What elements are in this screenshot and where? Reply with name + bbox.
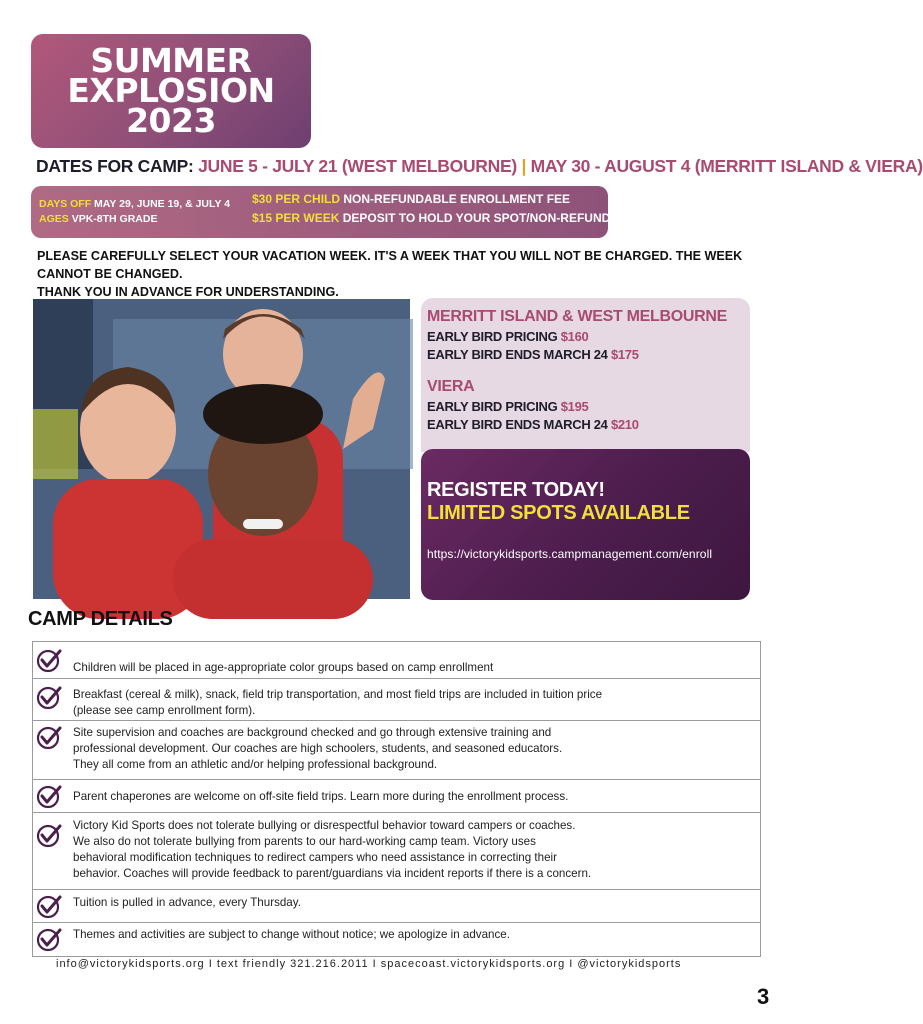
pricing-group1-heading: MERRITT ISLAND & WEST MELBOURNE bbox=[427, 308, 728, 325]
detail-line: behavior. Coaches will provide feedback to parent/guardians via incident reports if there is a concern. bbox=[73, 867, 592, 880]
detail-row bbox=[33, 642, 760, 679]
detail-text bbox=[73, 789, 713, 805]
pricing-panel bbox=[421, 298, 750, 452]
group1-early-bird bbox=[427, 328, 744, 346]
camp-dates bbox=[36, 156, 923, 177]
detail-text bbox=[73, 687, 713, 719]
campers-illustration bbox=[33, 299, 410, 599]
enroll-link[interactable]: https://victorykidsports.campmanagement.com/enroll bbox=[427, 547, 713, 561]
dates-label: DATES FOR CAMP: bbox=[36, 156, 194, 176]
days-off bbox=[39, 198, 230, 210]
group1-ends-value: $175 bbox=[610, 347, 639, 362]
checkmark-icon bbox=[36, 648, 62, 674]
fee2-text: DEPOSIT TO HOLD YOUR SPOT/NON-REFUNDABLE bbox=[342, 211, 643, 225]
ages bbox=[39, 213, 157, 225]
fee1-text: NON-REFUNDABLE ENROLLMENT FEE bbox=[343, 192, 571, 206]
group2-early-label: EARLY BIRD PRICING bbox=[427, 399, 558, 414]
detail-line: Parent chaperones are welcome on off-site field trips. Learn more during the enrollment process. bbox=[73, 790, 569, 803]
group2-ends bbox=[427, 416, 744, 434]
detail-line: We also do not tolerate bullying from parents to our hard-working camp team. Victory uses bbox=[73, 835, 536, 848]
notice-line-2: THANK YOU IN ADVANCE FOR UNDERSTANDING. bbox=[37, 285, 339, 299]
title-line-2: EXPLOSION bbox=[67, 71, 275, 110]
detail-line: Tuition is pulled in advance, every Thursday. bbox=[73, 896, 301, 909]
detail-line: (please see camp enrollment form). bbox=[73, 704, 256, 717]
detail-row bbox=[33, 890, 760, 923]
fee2-amount: $15 PER WEEK bbox=[252, 211, 340, 225]
ages-label: AGES bbox=[39, 213, 69, 225]
detail-text bbox=[73, 818, 713, 882]
enrollment-fee bbox=[252, 192, 570, 206]
checkmark-icon bbox=[36, 685, 62, 711]
detail-line: Victory Kid Sports does not tolerate bullying or disrespectful behavior toward campers or coaches. bbox=[73, 819, 576, 832]
vacation-week-notice bbox=[37, 247, 757, 301]
detail-row bbox=[33, 923, 760, 957]
detail-line: behavioral modification techniques to redirect campers who need assistance in correcting their bbox=[73, 851, 557, 864]
group1-early-label: EARLY BIRD PRICING bbox=[427, 329, 558, 344]
register-heading: REGISTER TODAY! bbox=[427, 479, 605, 501]
camp-details-heading: CAMP DETAILS bbox=[28, 608, 173, 630]
checkmark-icon bbox=[36, 894, 62, 920]
fee1-amount: $30 PER CHILD bbox=[252, 192, 341, 206]
weekly-deposit bbox=[252, 211, 643, 225]
days-off-label: DAYS OFF bbox=[39, 198, 92, 210]
detail-line: They all come from an athletic and/or helping professional background. bbox=[73, 758, 438, 771]
group1-early-value: $160 bbox=[560, 329, 589, 344]
detail-line: Children will be placed in age-appropriate color groups based on camp enrollment bbox=[73, 661, 494, 674]
detail-row bbox=[33, 679, 760, 721]
group2-early-value: $195 bbox=[560, 399, 589, 414]
limited-spots: LIMITED SPOTS AVAILABLE bbox=[427, 502, 690, 524]
pricing-group2-heading: VIERA bbox=[427, 378, 475, 395]
campers-photo bbox=[33, 299, 410, 599]
detail-text bbox=[73, 660, 713, 676]
page-number: 3 bbox=[757, 984, 770, 1009]
ages-value: VPK-8TH GRADE bbox=[71, 213, 158, 225]
detail-text bbox=[73, 927, 713, 943]
detail-row bbox=[33, 813, 760, 890]
group2-ends-value: $210 bbox=[610, 417, 639, 432]
checkmark-icon bbox=[36, 927, 62, 953]
title-line-3: 2023 bbox=[126, 101, 216, 140]
checkmark-icon bbox=[36, 823, 62, 849]
detail-row bbox=[33, 721, 760, 780]
detail-line: professional development. Our coaches are high schoolers, students, and seasoned educators. bbox=[73, 742, 563, 755]
detail-text bbox=[73, 725, 713, 773]
info-bar bbox=[31, 186, 643, 238]
title-banner bbox=[31, 34, 311, 148]
group2-ends-label: EARLY BIRD ENDS MARCH 24 bbox=[427, 417, 608, 432]
group2-early-bird bbox=[427, 398, 744, 416]
dates-merritt-viera: MAY 30 - AUGUST 4 (MERRITT ISLAND & VIERA) bbox=[530, 156, 923, 176]
detail-row bbox=[33, 780, 760, 813]
detail-line: Site supervision and coaches are background checked and go through extensive training and bbox=[73, 726, 552, 739]
days-off-value: MAY 29, JUNE 19, & JULY 4 bbox=[94, 198, 231, 210]
checkmark-icon bbox=[36, 725, 62, 751]
detail-line: Breakfast (cereal & milk), snack, field trip transportation, and most field trips are included in tuition price bbox=[73, 688, 603, 701]
title-line-1: SUMMER bbox=[90, 41, 252, 80]
footer-contact: info@victorykidsports.org I text friendly 321.216.2011 I spacecoast.victorykidsports.org I @victorykidsports bbox=[56, 958, 682, 970]
group1-ends bbox=[427, 346, 744, 364]
notice-line-1: PLEASE CAREFULLY SELECT YOUR VACATION WEEK. IT'S A WEEK THAT YOU WILL NOT BE CHARGED. THE WEEK CANNOT BE CHANGED. bbox=[37, 249, 743, 281]
register-panel bbox=[421, 449, 750, 600]
checkmark-icon bbox=[36, 784, 62, 810]
dates-west-melbourne: JUNE 5 - JULY 21 (WEST MELBOURNE) bbox=[198, 156, 517, 176]
camp-details-table bbox=[32, 641, 761, 957]
detail-line: Themes and activities are subject to change without notice; we apologize in advance. bbox=[73, 928, 510, 941]
detail-text bbox=[73, 895, 713, 911]
group1-ends-label: EARLY BIRD ENDS MARCH 24 bbox=[427, 347, 608, 362]
dates-separator: | bbox=[521, 156, 527, 176]
